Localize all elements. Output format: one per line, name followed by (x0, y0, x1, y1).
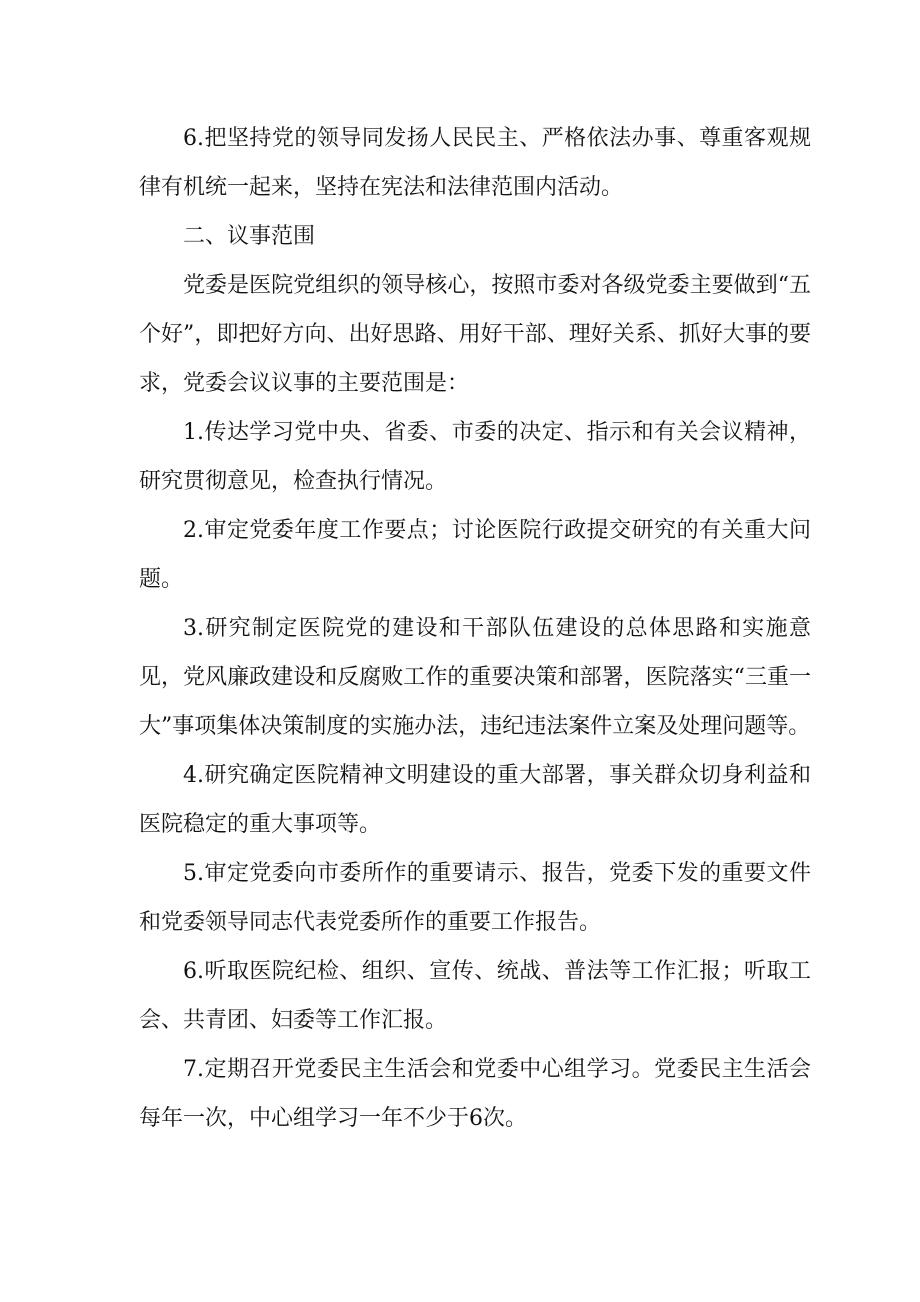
paragraph-item-2: 2.审定党委年度工作要点；讨论医院行政提交研究的有关重大问题。 (139, 518, 811, 592)
paragraph-item-5: 5.审定党委向市委所作的重要请示、报告，党委下发的重要文件和党委领导同志代表党委所作的重要工作报告。 (139, 861, 811, 935)
section-heading-scope: 二、议事范围 (183, 224, 316, 249)
paragraph-item-3: 3.研究制定医院党的建设和干部队伍建设的总体思路和实施意见，党风廉政建设和反腐败工作的重要决策和部署，医院落实“三重一大”事项集体决策制度的实施办法，违纪违法案件立案及处理问题等。 (139, 616, 811, 739)
paragraph-item-6: 6.听取医院纪检、组织、宣传、统战、普法等工作汇报；听取工会、共青团、妇委等工作汇报。 (139, 959, 811, 1033)
paragraph-item-7: 7.定期召开党委民主生活会和党委中心组学习。党委民主生活会每年一次，中心组学习一年不少于6次。 (139, 1057, 811, 1131)
paragraph-item-1: 1.传达学习党中央、省委、市委的决定、指示和有关会议精神，研究贯彻意见，检查执行情况。 (139, 420, 811, 494)
paragraph-item-6-principle: 6.把坚持党的领导同发扬人民民主、严格依法办事、尊重客观规律有机统一起来，坚持在宪法和法律范围内活动。 (139, 126, 811, 200)
paragraph-intro-scope: 党委是医院党组织的领导核心，按照市委对各级党委主要做到“五个好”，即把好方向、出好思路、用好干部、理好关系、抓好大事的要求，党委会议议事的主要范围是： (139, 273, 811, 396)
document-body (139, 114, 811, 1143)
paragraph-item-4: 4.研究确定医院精神文明建设的重大部署，事关群众切身利益和医院稳定的重大事项等。 (139, 763, 811, 837)
